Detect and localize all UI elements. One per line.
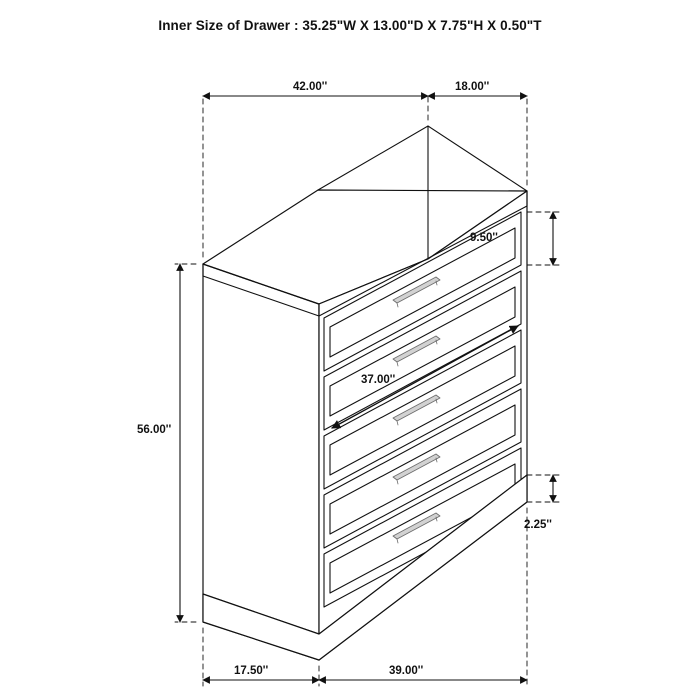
dim-label-height-left: 56.00''	[137, 424, 172, 436]
dim-label-depth-bottom: 17.50''	[234, 665, 269, 677]
dim-label-base-height: 2.25''	[524, 519, 552, 531]
page-title: Inner Size of Drawer : 35.25"W X 13.00"D X 7.75"H X 0.50"T	[158, 18, 542, 33]
dim-label-top-drawer-height: 9.50''	[470, 232, 498, 244]
dim-label-depth-top: 18.00''	[455, 81, 490, 93]
dim-label-diagonal: 37.00''	[361, 374, 396, 386]
dim-label-width-top: 42.00''	[293, 81, 328, 93]
dim-label-width-bottom: 39.00''	[389, 665, 424, 677]
